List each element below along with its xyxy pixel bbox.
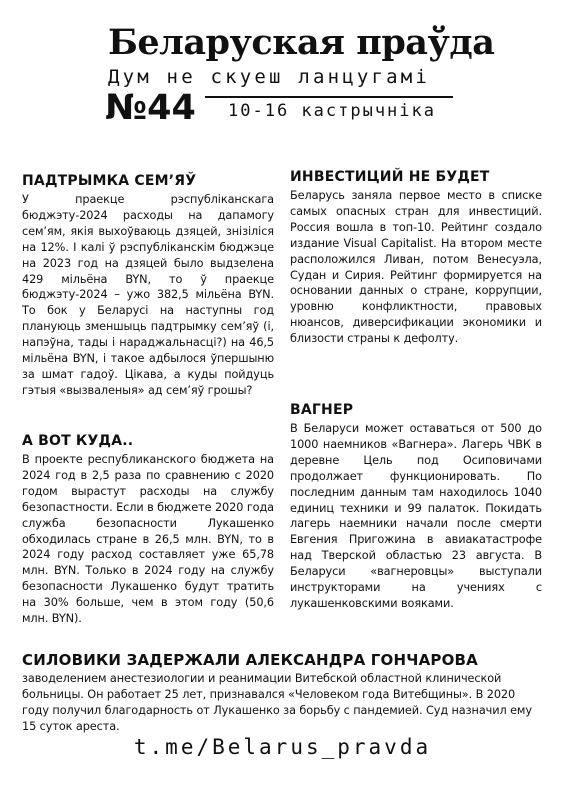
article-goncharov-detained xyxy=(22,651,544,735)
newspaper-title: Беларуская праўда xyxy=(108,22,495,63)
article-headline: СИЛОВИКИ ЗАДЕРЖАЛИ АЛЕКСАНДРА ГОНЧАРОВА xyxy=(22,651,478,669)
masthead-divider xyxy=(205,96,453,98)
article-body: В Беларуси может оставаться от 500 до 1000 наемников «Вагнера». Лагерь ЧВК в деревне Цель под Осиповичами продолжает функционировать. По последним данным там находилось 1040 единиц техники и 99 палаток. Покидать лагерь наемники начали после смерти Евгения Пригожина в авиакатастрофе над Тверской областью 23 августа. В Беларуси «вагнеровцы» выступали инструкторами на учениях с лукашенковскими вояками. xyxy=(290,422,542,610)
article-headline: ИНВЕСТИЦИЙ НЕ БУДЕТ xyxy=(290,169,490,185)
article-body: У праекце рэспубліканскага бюджэту-2024 расходы на дапамогу сем’ям, якія выхоўваюць дзяцей, знізіліся на 12%. І калі ў рэспубліканскім бюджэце на 2023 год на дзяцей было выдзелена 429 мільёна BYN, то ў праекце бюджэту-2024 – ужо 382,5 мільёна BYN. То бок у Беларусі на наступны год плануюць зменшыць падтрымку сем’яў (і, напэўна, тады і нараджальнасці?) на 46,5 мільёна BYN, і такое адбылося ўпершыню за шмат гадоў. Цікава, а куды пойдуць гэтыя «вызваленыя» ад сем’яў грошы? xyxy=(22,193,274,397)
issue-dates: 10-16 кастрычніка xyxy=(228,101,436,121)
masthead xyxy=(0,0,565,150)
article-investments xyxy=(290,168,542,347)
article-body: заводелением анестезиологии и реанимации Витебской областной клинической больницы. Он работает 25 лет, признавался «Человеком года Витебщины». В 2020 году получил благодарность от Лукашенко за борьбу с пандемией. Суд назначил ему 15 суток ареста. xyxy=(22,672,532,733)
newspaper-slogan: Дум не скуеш ланцугамі xyxy=(108,66,431,88)
article-body: Беларусь заняла первое место в списке самых опасных стран для инвестиций. Россия вошла в топ-10. Рейтинг создало издание Visual Capitalist. На втором месте расположился Ливан, потом Венесуэла, Судан и Сирия. Рейтинг формируется на основании данных о стране, коррупции, уровню конфликтности, правовых нюансов, диверсификации экономики и близости страны к дефолту. xyxy=(290,189,542,346)
article-body: В проекте республиканского бюджета на 2024 год в 2,5 раза по сравнению с 2020 годом вырастут расходы на службу безопастности. Если в бюджете 2020 года служба безопасности Лукашенко обходилась стране в 26,5 млн. BYN, то в 2024 году расход составляет уже 65,78 млн. BYN. Только в 2024 году на службу безопасности Лукашенко будут тратить на 30% больше, чем в этом году (50,6 млн. BYN). xyxy=(22,453,274,626)
article-family-support xyxy=(22,172,274,399)
article-security-spending xyxy=(22,432,274,627)
article-headline: А ВОТ КУДА.. xyxy=(22,433,134,449)
article-headline: ВАГНЕР xyxy=(290,402,354,418)
issue-number: №44 xyxy=(105,88,196,128)
article-wagner xyxy=(290,401,542,612)
article-headline: ПАДТРЫМКА СЕМ’ЯЎ xyxy=(22,173,197,189)
telegram-link[interactable]: t.me/Belarus_pravda xyxy=(133,735,432,759)
